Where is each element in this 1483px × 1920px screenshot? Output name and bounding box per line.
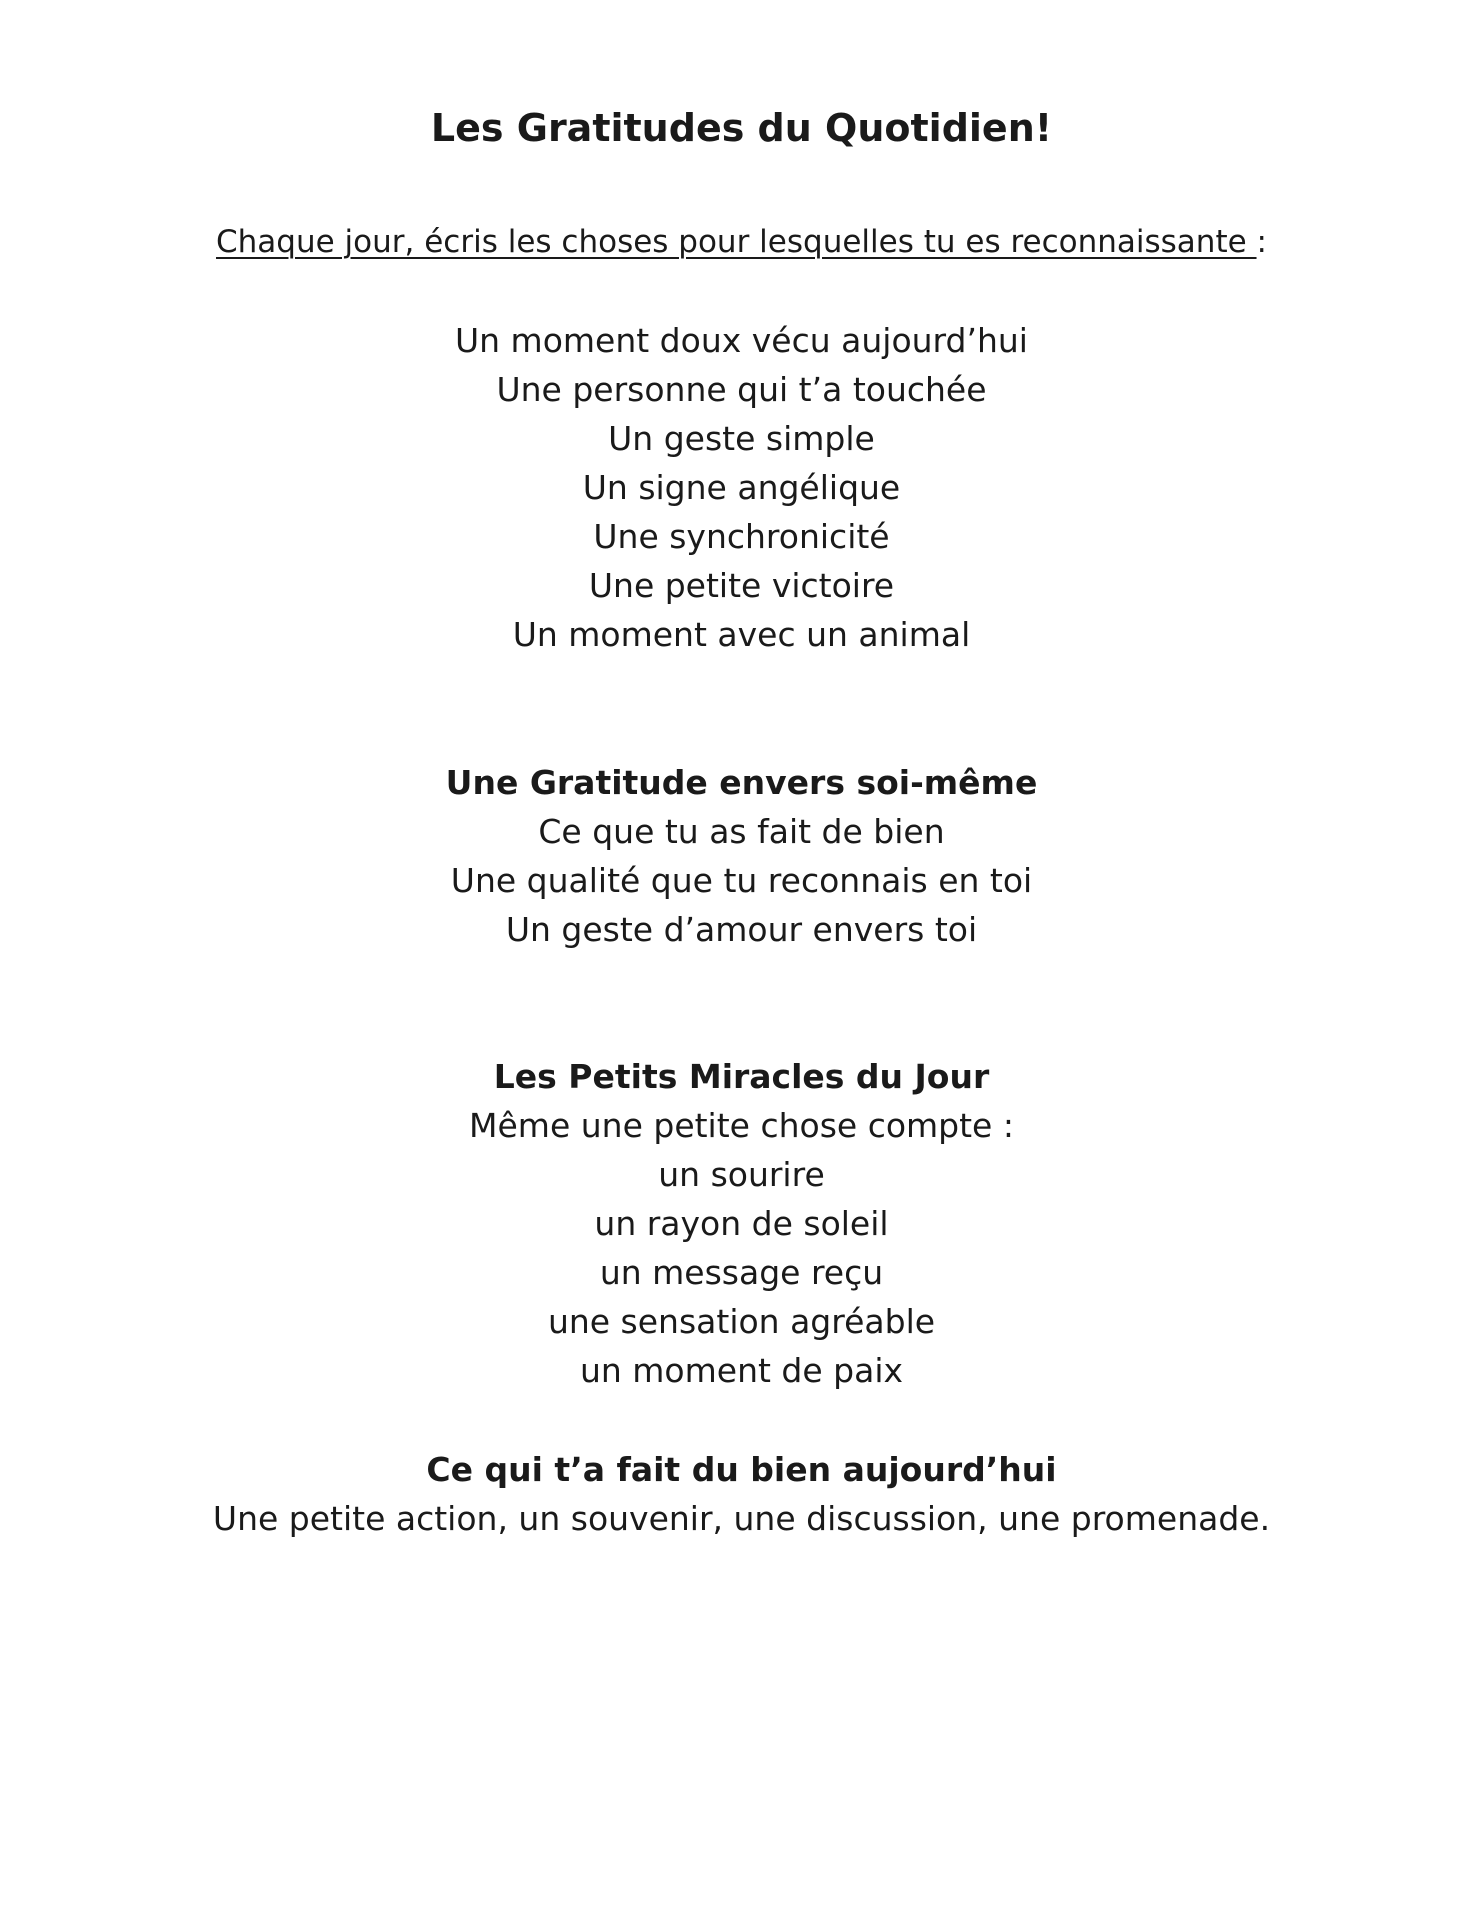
- list-item: un message reçu: [599, 1253, 884, 1292]
- intro-colon: :: [1256, 224, 1267, 260]
- list-item: Une petite victoire: [588, 566, 895, 605]
- miracles-section: [0, 1052, 1483, 1395]
- list-item: un sourire: [658, 1155, 825, 1194]
- list-item: Un moment avec un animal: [512, 615, 971, 654]
- list-item: Un moment doux vécu aujourd’hui: [455, 321, 1028, 360]
- section-heading-today: Ce qui t’a fait du bien aujourd’hui: [426, 1450, 1057, 1489]
- section-heading-self-gratitude: Une Gratitude envers soi-même: [445, 763, 1038, 802]
- list-item: Un signe angélique: [582, 468, 901, 507]
- intro-underlined-text: Chaque jour, écris les choses pour lesquelles tu es reconnaissante: [216, 224, 1257, 260]
- list-item: Un geste simple: [608, 419, 875, 458]
- list-item: Même une petite chose compte :: [469, 1106, 1014, 1145]
- list-item: Une synchronicité: [593, 517, 890, 556]
- list-item: Ce que tu as fait de bien: [538, 812, 945, 851]
- list-item: Une qualité que tu reconnais en toi: [450, 861, 1033, 900]
- intro-instruction: [0, 220, 1483, 264]
- gratitude-list: [0, 316, 1483, 659]
- list-item: une sensation agréable: [547, 1302, 936, 1341]
- list-item: un moment de paix: [579, 1351, 904, 1390]
- list-item: Un geste d’amour envers toi: [505, 910, 978, 949]
- today-section: [0, 1445, 1483, 1543]
- self-gratitude-section: [0, 758, 1483, 954]
- list-item: un rayon de soleil: [594, 1204, 889, 1243]
- page-title: Les Gratitudes du Quotidien!: [430, 106, 1053, 150]
- list-item: Une personne qui t’a touchée: [496, 370, 987, 409]
- section-heading-miracles: Les Petits Miracles du Jour: [493, 1057, 990, 1096]
- today-examples: Une petite action, un souvenir, une discussion, une promenade.: [212, 1499, 1271, 1538]
